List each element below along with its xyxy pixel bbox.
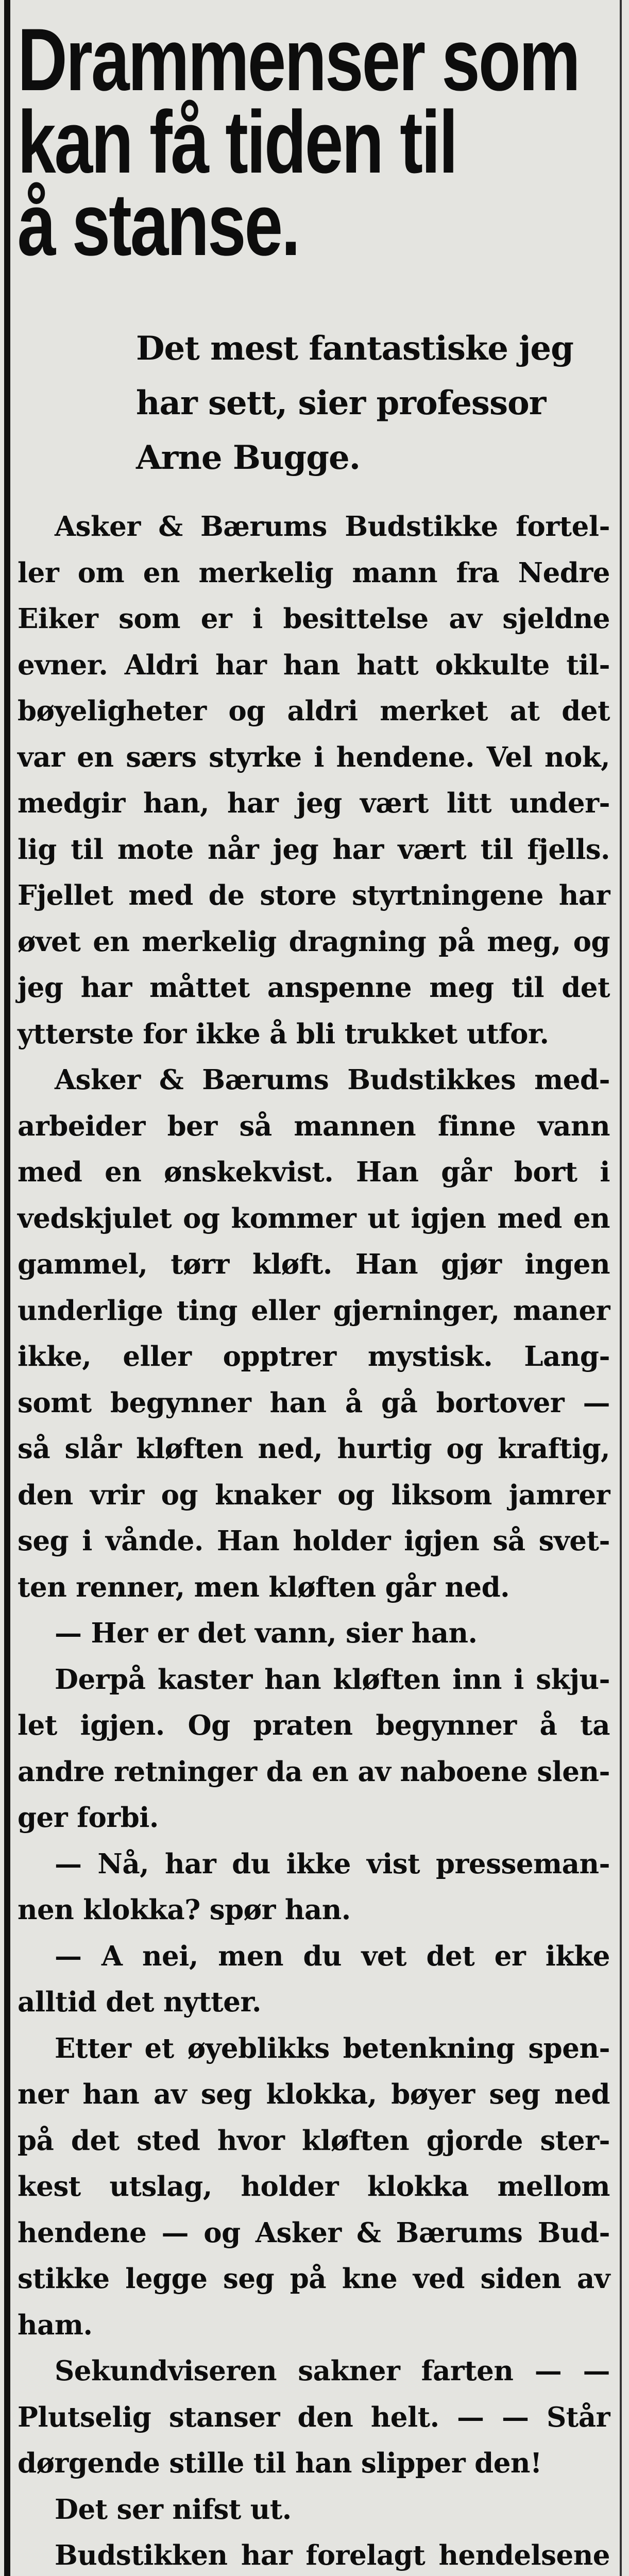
headline-line: å stanse.	[18, 175, 299, 274]
body-line: øvet en merkelig dragning på meg, og	[18, 925, 610, 958]
subheadline-line: Det mest fantastiske jeg	[136, 329, 573, 368]
body-line: ten renner, men kløften går ned.	[18, 1571, 510, 1603]
body-line: Eiker som er i besittelse av sjeldne	[18, 603, 610, 635]
body-line: bøyeligheter og aldri merket at det	[18, 695, 610, 727]
body-line: kest utslag, holder klokka mellom	[18, 2171, 610, 2202]
column-rule-right	[620, 0, 622, 2576]
body-line: Det ser nifst ut.	[55, 2493, 292, 2526]
body-line: — A nei, men du vet det er ikke	[55, 1940, 610, 1972]
body-line: Fjellet med de store styrtningene har	[18, 879, 610, 911]
body-line: stikke legge seg på kne ved siden av	[18, 2263, 610, 2295]
subheadline-line: har sett, sier professor	[136, 384, 546, 422]
body-line: Asker & Bærums Budstikke fortel-	[55, 511, 610, 543]
body-line: lig til mote når jeg har vært til fjells.	[18, 833, 610, 866]
body-line: nen klokka? spør han.	[18, 1894, 351, 1926]
body-line: ikke, eller opptrer mystisk. Lang-	[18, 1341, 610, 1372]
body-line: ler om en merkelig mann fra Nedre	[18, 556, 610, 589]
body-line: evner. Aldri har han hatt okkulte til-	[18, 649, 610, 681]
column-rule-left	[4, 0, 10, 2576]
body-line: med en ønskekvist. Han går bort i	[18, 1156, 610, 1188]
subheadline	[136, 321, 610, 485]
subheadline-line: Arne Bugge.	[136, 438, 361, 477]
headline-line: Drammenser som	[18, 10, 579, 109]
body-line: Derpå kaster han kløften inn i skju-	[55, 1663, 610, 1696]
body-line: let igjen. Og praten begynner å ta	[18, 1709, 610, 1741]
body-line: Etter et øyeblikks betenkning spen-	[55, 2032, 610, 2064]
body-line: hendene — og Asker & Bærums Bud-	[18, 2216, 610, 2249]
body-line: var en særs styrke i hendene. Vel nok,	[18, 741, 610, 773]
body-line: på det sted hvor kløften gjorde ster-	[18, 2124, 610, 2157]
body-line: Asker & Bærums Budstikkes med-	[55, 1064, 610, 1096]
body-line: ytterste for ikke å bli trukket utfor.	[18, 1018, 549, 1050]
body-line: underlige ting eller gjerninger, maner	[18, 1294, 610, 1327]
body-line: så slår kløften ned, hurtig og kraftig,	[18, 1433, 610, 1465]
body-line: — Nå, har du ikke vist presseman-	[55, 1848, 610, 1880]
body-line: gammel, tørr kløft. Han gjør ingen	[18, 1248, 610, 1280]
body-line: dørgende stille til han slipper den!	[18, 2447, 542, 2479]
body-line: ger forbi.	[18, 1802, 159, 1834]
headline	[18, 0, 596, 274]
body-line: vedskjulet og kommer ut igjen med en	[18, 1202, 610, 1234]
newspaper-clipping	[18, 0, 610, 2576]
body-line: Sekundviseren sakner farten — —	[55, 2355, 610, 2387]
body-line: Budstikken har forelagt hendelsene	[55, 2539, 610, 2571]
body-line: ner han av seg klokka, bøyer seg ned	[18, 2078, 610, 2110]
body-line: somt begynner han å gå bortover —	[18, 1386, 610, 1419]
body-line: andre retninger da en av naboene slen-	[18, 1755, 610, 1788]
body-line: medgir han, har jeg vært litt under-	[18, 787, 610, 819]
body-line: alltid det nytter.	[18, 1986, 261, 2018]
body-line: Plutselig stanser den helt. — — Står	[18, 2401, 610, 2433]
body-line: ham.	[18, 2309, 93, 2341]
body-line: arbeider ber så mannen finne vann	[18, 1110, 610, 1142]
headline-line: kan få tiden til	[18, 93, 457, 192]
article-body	[18, 504, 610, 2576]
body-line: — Her er det vann, sier han.	[55, 1617, 478, 1649]
body-line: jeg har måttet anspenne meg til det	[18, 972, 610, 1004]
body-line: seg i vånde. Han holder igjen så svet-	[18, 1525, 610, 1557]
body-line: den vrir og knaker og liksom jamrer	[18, 1479, 610, 1511]
